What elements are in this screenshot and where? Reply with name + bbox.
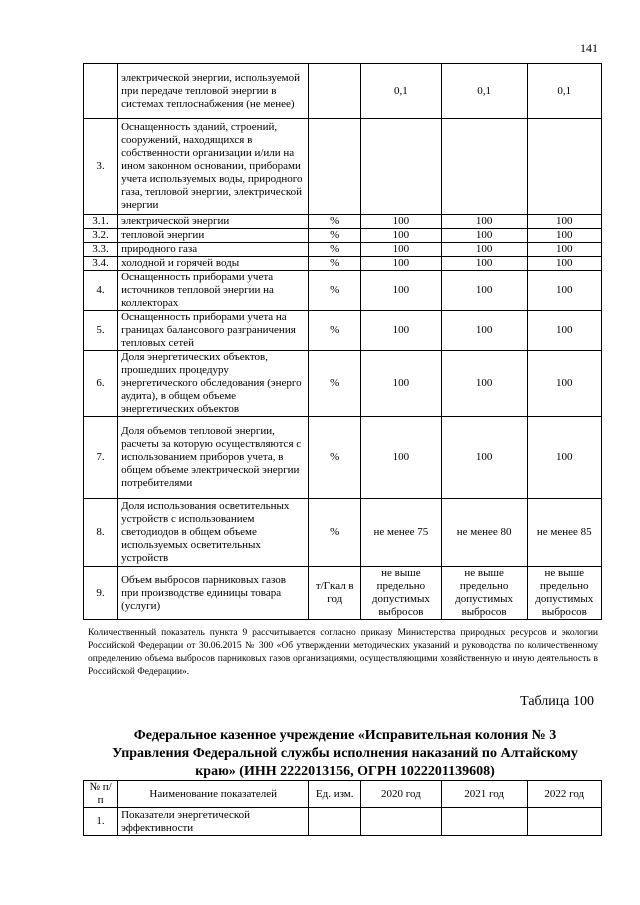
- header-unit: Ед. изм.: [309, 781, 361, 808]
- table-header-row: [84, 781, 602, 808]
- header-2020: 2020 год: [361, 781, 442, 808]
- row-number: 7.: [84, 417, 118, 499]
- value-2020: 100: [361, 417, 442, 499]
- header-2022: 2022 год: [527, 781, 601, 808]
- second-indicators-table: [83, 780, 602, 836]
- value-2021: 100: [441, 229, 527, 243]
- value-2022: 100: [527, 257, 601, 271]
- table-row: [84, 351, 602, 417]
- row-unit: [309, 119, 361, 215]
- value-2020: 100: [361, 311, 442, 351]
- row-unit: %: [309, 215, 361, 229]
- value-2022: 100: [527, 215, 601, 229]
- value-2020: [361, 808, 442, 836]
- row-name: тепловой энергии: [118, 229, 309, 243]
- row-number: 1.: [84, 808, 118, 836]
- value-2022: [527, 808, 601, 836]
- value-2020: 100: [361, 229, 442, 243]
- header-2021: 2021 год: [441, 781, 527, 808]
- table-row: [84, 257, 602, 271]
- row-number: 3.2.: [84, 229, 118, 243]
- table-row: [84, 311, 602, 351]
- value-2022: 0,1: [527, 64, 601, 119]
- row-unit: %: [309, 271, 361, 311]
- header-num: № п/п: [84, 781, 118, 808]
- value-2021: 100: [441, 311, 527, 351]
- value-2020: 100: [361, 243, 442, 257]
- value-2020: не выше предельно допустимых выбросов: [361, 567, 442, 620]
- value-2021: [441, 808, 527, 836]
- value-2022: 100: [527, 271, 601, 311]
- table-row: [84, 808, 602, 836]
- value-2022: 100: [527, 351, 601, 417]
- value-2021: 0,1: [441, 64, 527, 119]
- table-row: [84, 567, 602, 620]
- row-name: Доля объемов тепловой энергии, расчеты за которую осуществляются с использованием приборов учета, в общем объеме электрической энергии потребителями: [118, 417, 309, 499]
- row-unit: [309, 808, 361, 836]
- row-number: 3.: [84, 119, 118, 215]
- table-row: [84, 243, 602, 257]
- value-2021: 100: [441, 243, 527, 257]
- row-unit: [309, 64, 361, 119]
- table-label: Таблица 100: [520, 694, 594, 709]
- row-unit: %: [309, 243, 361, 257]
- row-name: природного газа: [118, 243, 309, 257]
- row-name: Объем выбросов парниковых газов при производстве единицы товара (услуги): [118, 567, 309, 620]
- row-unit: %: [309, 499, 361, 567]
- value-2021: не выше предельно допустимых выбросов: [441, 567, 527, 620]
- table-row: [84, 229, 602, 243]
- value-2021: 100: [441, 417, 527, 499]
- row-number: 9.: [84, 567, 118, 620]
- row-number: 5.: [84, 311, 118, 351]
- row-unit: т/Гкал в год: [309, 567, 361, 620]
- value-2020: 100: [361, 351, 442, 417]
- footnote: Количественный показатель пункта 9 рассчитывается согласно приказу Министерства природных ресурсов и экологии Российской Федерации от 30.06.2015 № 300 «Об утверждении методических указаний и руководства по количественному определению объема выбросов парниковых газов организациями, осуществляющими хозяйственную и иную деятельность в Российской Федерации».: [88, 628, 598, 677]
- value-2020: 100: [361, 257, 442, 271]
- row-name: Доля использования осветительных устройств с использованием светодиодов в общем объеме используемых осветительных устройств: [118, 499, 309, 567]
- page-number: 141: [580, 41, 598, 55]
- row-unit: %: [309, 311, 361, 351]
- table-row: [84, 499, 602, 567]
- value-2020: 100: [361, 271, 442, 311]
- row-name: Доля энергетических объектов, прошедших процедуру энергетического обследования (энерго аудита), в общем объеме энергетических объектов: [118, 351, 309, 417]
- table-row: [84, 417, 602, 499]
- row-number: 8.: [84, 499, 118, 567]
- row-number: 3.3.: [84, 243, 118, 257]
- value-2021: не менее 80: [441, 499, 527, 567]
- table-row: [84, 119, 602, 215]
- row-unit: %: [309, 351, 361, 417]
- row-name: электрической энергии, используемой при передаче тепловой энергии в системах теплоснабжения (не менее): [118, 64, 309, 119]
- value-2022: 100: [527, 243, 601, 257]
- row-unit: %: [309, 417, 361, 499]
- table-row: [84, 271, 602, 311]
- value-2020: не менее 75: [361, 499, 442, 567]
- value-2022: [527, 119, 601, 215]
- row-name: холодной и горячей воды: [118, 257, 309, 271]
- row-number: [84, 64, 118, 119]
- value-2020: [361, 119, 442, 215]
- value-2020: 0,1: [361, 64, 442, 119]
- row-name: Оснащенность приборами учета источников тепловой энергии на коллекторах: [118, 271, 309, 311]
- row-number: 4.: [84, 271, 118, 311]
- value-2021: 100: [441, 351, 527, 417]
- table-row: [84, 64, 602, 119]
- row-name: Оснащенность зданий, строений, сооружений, находящихся в собственности организации и/или на ином законном основании, приборами учета используемых воды, природного газа, тепловой энергии, электрической энергии: [118, 119, 309, 215]
- row-number: 3.1.: [84, 215, 118, 229]
- header-name: Наименование показателей: [118, 781, 309, 808]
- value-2021: 100: [441, 257, 527, 271]
- value-2021: 100: [441, 215, 527, 229]
- value-2020: 100: [361, 215, 442, 229]
- row-unit: %: [309, 229, 361, 243]
- row-number: 6.: [84, 351, 118, 417]
- value-2022: не выше предельно допустимых выбросов: [527, 567, 601, 620]
- row-name: Оснащенность приборами учета на границах балансового разграничения тепловых сетей: [118, 311, 309, 351]
- value-2022: 100: [527, 311, 601, 351]
- value-2022: не менее 85: [527, 499, 601, 567]
- value-2021: [441, 119, 527, 215]
- value-2021: 100: [441, 271, 527, 311]
- value-2022: 100: [527, 229, 601, 243]
- row-name: электрической энергии: [118, 215, 309, 229]
- indicators-table: [83, 63, 602, 620]
- row-name: Показатели энергетической эффективности: [118, 808, 309, 836]
- organization-heading: Федеральное казенное учреждение «Исправительная колония № 3 Управления Федеральной службы исполнения наказаний по Алтайскому краю» (ИНН 2222013156, ОГРН 1022201139608): [112, 728, 578, 779]
- table-row: [84, 215, 602, 229]
- value-2022: 100: [527, 417, 601, 499]
- row-number: 3.4.: [84, 257, 118, 271]
- row-unit: %: [309, 257, 361, 271]
